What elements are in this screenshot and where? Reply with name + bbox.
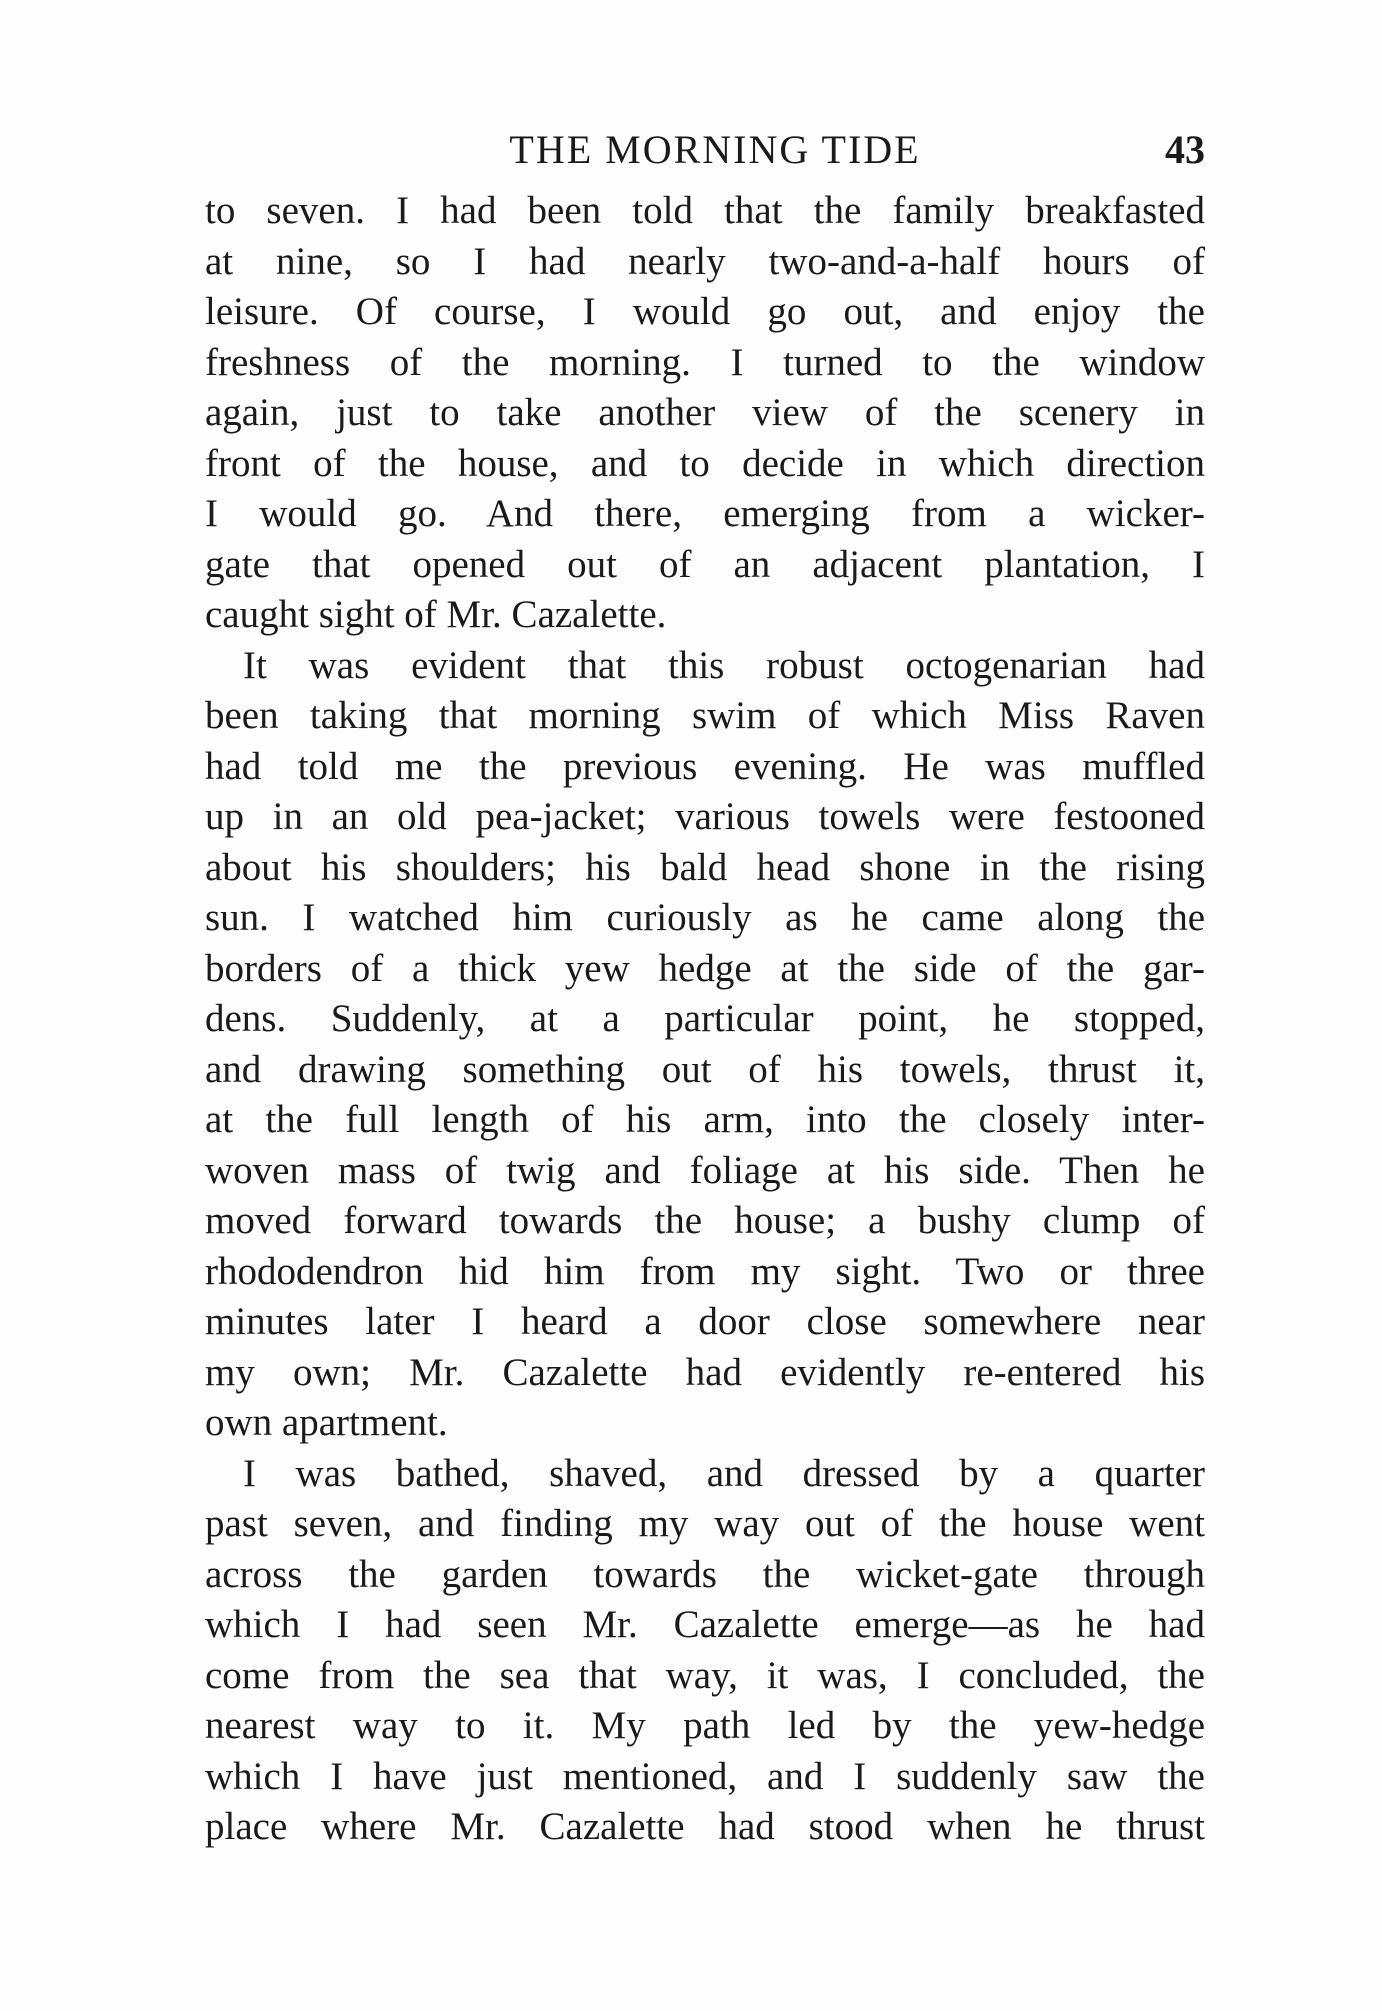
text-line: across the garden towards the wicket-gate through [205,1552,1205,1596]
paragraph [205,641,1205,1449]
text-line: about his shoulders; his bald head shone in the rising [205,845,1205,889]
text-line: and drawing something out of his towels, thrust it, [205,1047,1205,1091]
text-line: freshness of the morning. I turned to the window [205,340,1205,384]
text-line: leisure. Of course, I would go out, and enjoy the [205,290,1205,333]
body-text [205,186,1205,1853]
text-line: to seven. I had been told that the family breakfasted [205,189,1205,232]
text-line: at the full length of his arm, into the closely inter- [205,1098,1205,1141]
text-line: again, just to take another view of the scenery in [205,391,1205,434]
text-line: come from the sea that way, it was, I concluded, the [205,1653,1205,1697]
paragraph [205,1449,1205,1853]
page-number: 43 [1165,127,1205,172]
text-line: had told me the previous evening. He was muffled [205,744,1205,788]
text-line: gate that opened out of an adjacent plantation, I [205,542,1205,586]
text-line: borders of a thick yew hedge at the side of the gar- [205,946,1205,990]
text-line: nearest way to it. My path led by the yew-hedge [205,1704,1205,1747]
text-line: I would go. And there, emerging from a wicker- [205,492,1205,535]
text-line: caught sight of Mr. Cazalette. [205,593,667,636]
text-line: which I have just mentioned, and I suddenly saw the [205,1754,1205,1798]
text-line: dens. Suddenly, at a particular point, he stopped, [205,997,1205,1040]
text-line: minutes later I heard a door close somewhere near [205,1300,1205,1343]
text-line: up in an old pea-jacket; various towels were festooned [205,795,1205,838]
text-line: which I had seen Mr. Cazalette emerge—as he had [205,1603,1205,1646]
text-line: own apartment. [205,1401,448,1444]
text-line: woven mass of twig and foliage at his side. Then he [205,1148,1205,1192]
text-line: It was evident that this robust octogenarian had [243,643,1205,687]
text-line: I was bathed, shaved, and dressed by a quarter [243,1451,1205,1495]
paragraph [205,186,1205,641]
text-line: place where Mr. Cazalette had stood when he thrust [205,1805,1205,1848]
text-line: past seven, and finding my way out of the house went [205,1502,1205,1545]
text-line: sun. I watched him curiously as he came along the [205,896,1205,939]
page-header [205,122,1205,178]
text-line: been taking that morning swim of which Miss Raven [205,694,1205,737]
running-title: THE MORNING TIDE [509,127,921,172]
text-line: moved forward towards the house; a bushy clump of [205,1199,1205,1242]
text-line: at nine, so I had nearly two-and-a-half hours of [205,239,1205,283]
text-line: rhododendron hid him from my sight. Two or three [205,1249,1205,1293]
text-line: my own; Mr. Cazalette had evidently re-entered his [205,1350,1205,1394]
text-line: front of the house, and to decide in which direction [205,441,1205,485]
